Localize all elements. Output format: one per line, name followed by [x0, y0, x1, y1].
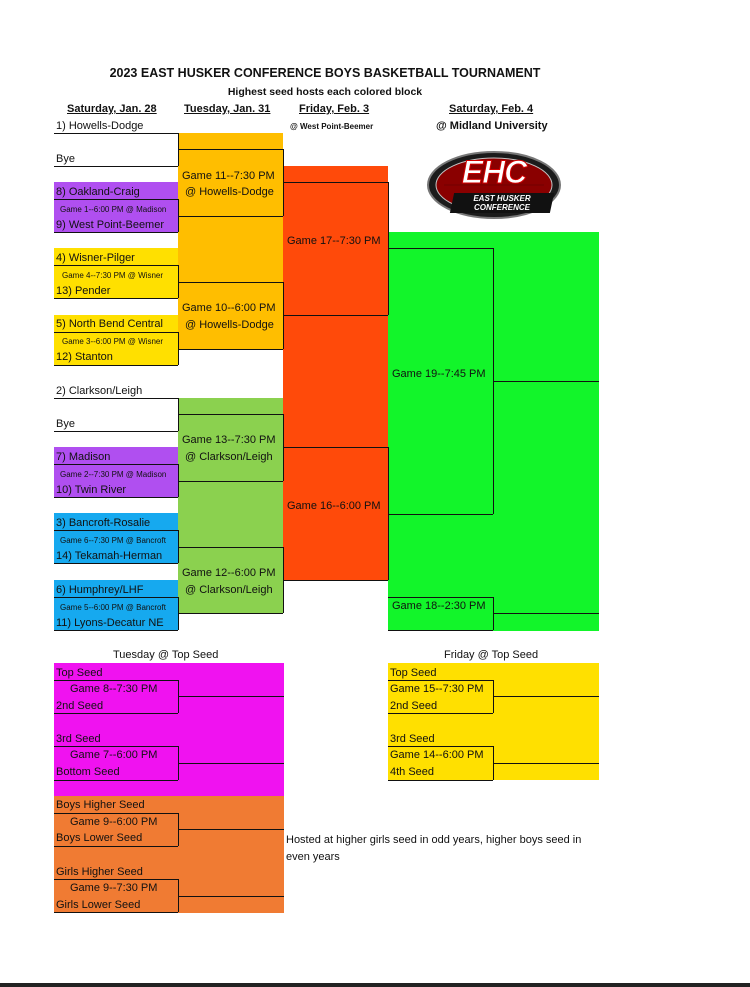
tuesday-top-seed: Top Seed: [56, 667, 103, 679]
game-2-info: Game 2--7:30 PM @ Madison: [60, 470, 167, 479]
logo-text: EHC: [461, 154, 527, 190]
team-seed-14: 14) Tekamah-Herman: [56, 550, 163, 562]
game-12-location: @ Clarkson/Leigh: [185, 584, 273, 596]
bottom-edge: [0, 983, 750, 987]
game-15-time: Game 15--7:30 PM: [390, 683, 484, 695]
game-6-info: Game 6--7:30 PM @ Bancroft: [60, 536, 166, 545]
game-3-info: Game 3--6:00 PM @ Wisner: [62, 337, 164, 346]
team-seed-4: 4) Wisner-Pilger: [56, 252, 135, 264]
game-9-host-note: Hosted at higher girls seed in odd years, higher boys seed in even years: [286, 834, 582, 863]
ehc-logo: [426, 150, 562, 220]
block-semifinals: [283, 166, 388, 580]
page-title: 2023 EAST HUSKER CONFERENCE BOYS BASKETBALL TOURNAMENT: [109, 66, 541, 80]
game-9-girls-time: Game 9--7:30 PM: [70, 882, 158, 894]
col-header-sat-feb4: Saturday, Feb. 4: [449, 103, 534, 115]
col-header-tue-jan31: Tuesday, Jan. 31: [184, 103, 271, 115]
tuesday-3rd-seed: 3rd Seed: [56, 733, 101, 745]
friday-4th-seed: 4th Seed: [390, 766, 435, 778]
game-11-time: Game 11--7:30 PM: [182, 170, 275, 182]
tuesday-2nd-seed: 2nd Seed: [56, 700, 104, 712]
game-5-info: Game 5--6:00 PM @ Bancroft: [60, 603, 166, 612]
friday-heading: Friday @ Top Seed: [444, 649, 539, 661]
game-13-time: Game 13--7:30 PM: [182, 434, 276, 446]
friday-2nd-seed: 2nd Seed: [390, 700, 438, 712]
block-games-10-11: [178, 133, 283, 349]
team-seed-7: 7) Madison: [56, 451, 111, 463]
game-10-location: @ Howells-Dodge: [185, 319, 274, 331]
boys-higher-seed: Boys Higher Seed: [56, 799, 145, 811]
team-seed-8: 8) Oakland-Craig: [56, 186, 140, 198]
game-14-time: Game 14--6:00 PM: [390, 749, 484, 761]
game-17-time: Game 17--7:30 PM: [287, 235, 381, 247]
game-13-location: @ Clarkson/Leigh: [185, 451, 273, 463]
venue-saturday: @ Midland University: [436, 120, 548, 132]
block-games-12-13: [178, 398, 283, 613]
game-19-time: Game 19--7:45 PM: [392, 368, 486, 380]
game-8-time: Game 8--7:30 PM: [70, 683, 158, 695]
girls-lower-seed: Girls Lower Seed: [56, 899, 141, 911]
game-12-time: Game 12--6:00 PM: [182, 567, 276, 579]
game-4-info: Game 4--7:30 PM @ Wisner: [62, 271, 164, 280]
team-seed-9: 9) West Point-Beemer: [56, 219, 165, 231]
team-seed-5: 5) North Bend Central: [56, 318, 163, 330]
bye-1: Bye: [56, 153, 75, 165]
tuesday-heading: Tuesday @ Top Seed: [113, 649, 219, 661]
friday-3rd-seed: 3rd Seed: [390, 733, 435, 745]
logo-line2: CONFERENCE: [473, 203, 530, 212]
team-seed-1: 1) Howells-Dodge: [56, 120, 144, 132]
game-10-time: Game 10--6:00 PM: [182, 302, 276, 314]
team-seed-3: 3) Bancroft-Rosalie: [56, 517, 151, 529]
venue-friday: @ West Point-Beemer: [290, 122, 374, 131]
game-9-boys-time: Game 9--6:00 PM: [70, 816, 158, 828]
game-16-time: Game 16--6:00 PM: [287, 500, 381, 512]
game-7-time: Game 7--6:00 PM: [70, 749, 158, 761]
col-header-fri-feb3: Friday, Feb. 3: [299, 103, 370, 115]
col-header-sat-jan28: Saturday, Jan. 28: [67, 103, 157, 115]
team-seed-12: 12) Stanton: [56, 351, 113, 363]
tuesday-bottom-seed: Bottom Seed: [56, 766, 120, 778]
game-18-time: Game 18--2:30 PM: [392, 600, 486, 612]
team-seed-6: 6) Humphrey/LHF: [56, 584, 144, 596]
logo-line1: EAST HUSKER: [473, 194, 531, 203]
team-seed-2: 2) Clarkson/Leigh: [56, 385, 143, 397]
team-seed-10: 10) Twin River: [56, 484, 127, 496]
game-11-location: @ Howells-Dodge: [185, 186, 274, 198]
team-seed-11: 11) Lyons-Decatur NE: [56, 617, 164, 629]
friday-top-seed: Top Seed: [390, 667, 437, 679]
page-subtitle: Highest seed hosts each colored block: [227, 86, 423, 98]
bye-2: Bye: [56, 418, 75, 430]
boys-lower-seed: Boys Lower Seed: [56, 832, 143, 844]
team-seed-13: 13) Pender: [56, 285, 111, 297]
game-1-info: Game 1--6:00 PM @ Madison: [60, 205, 167, 214]
girls-higher-seed: Girls Higher Seed: [56, 866, 143, 878]
